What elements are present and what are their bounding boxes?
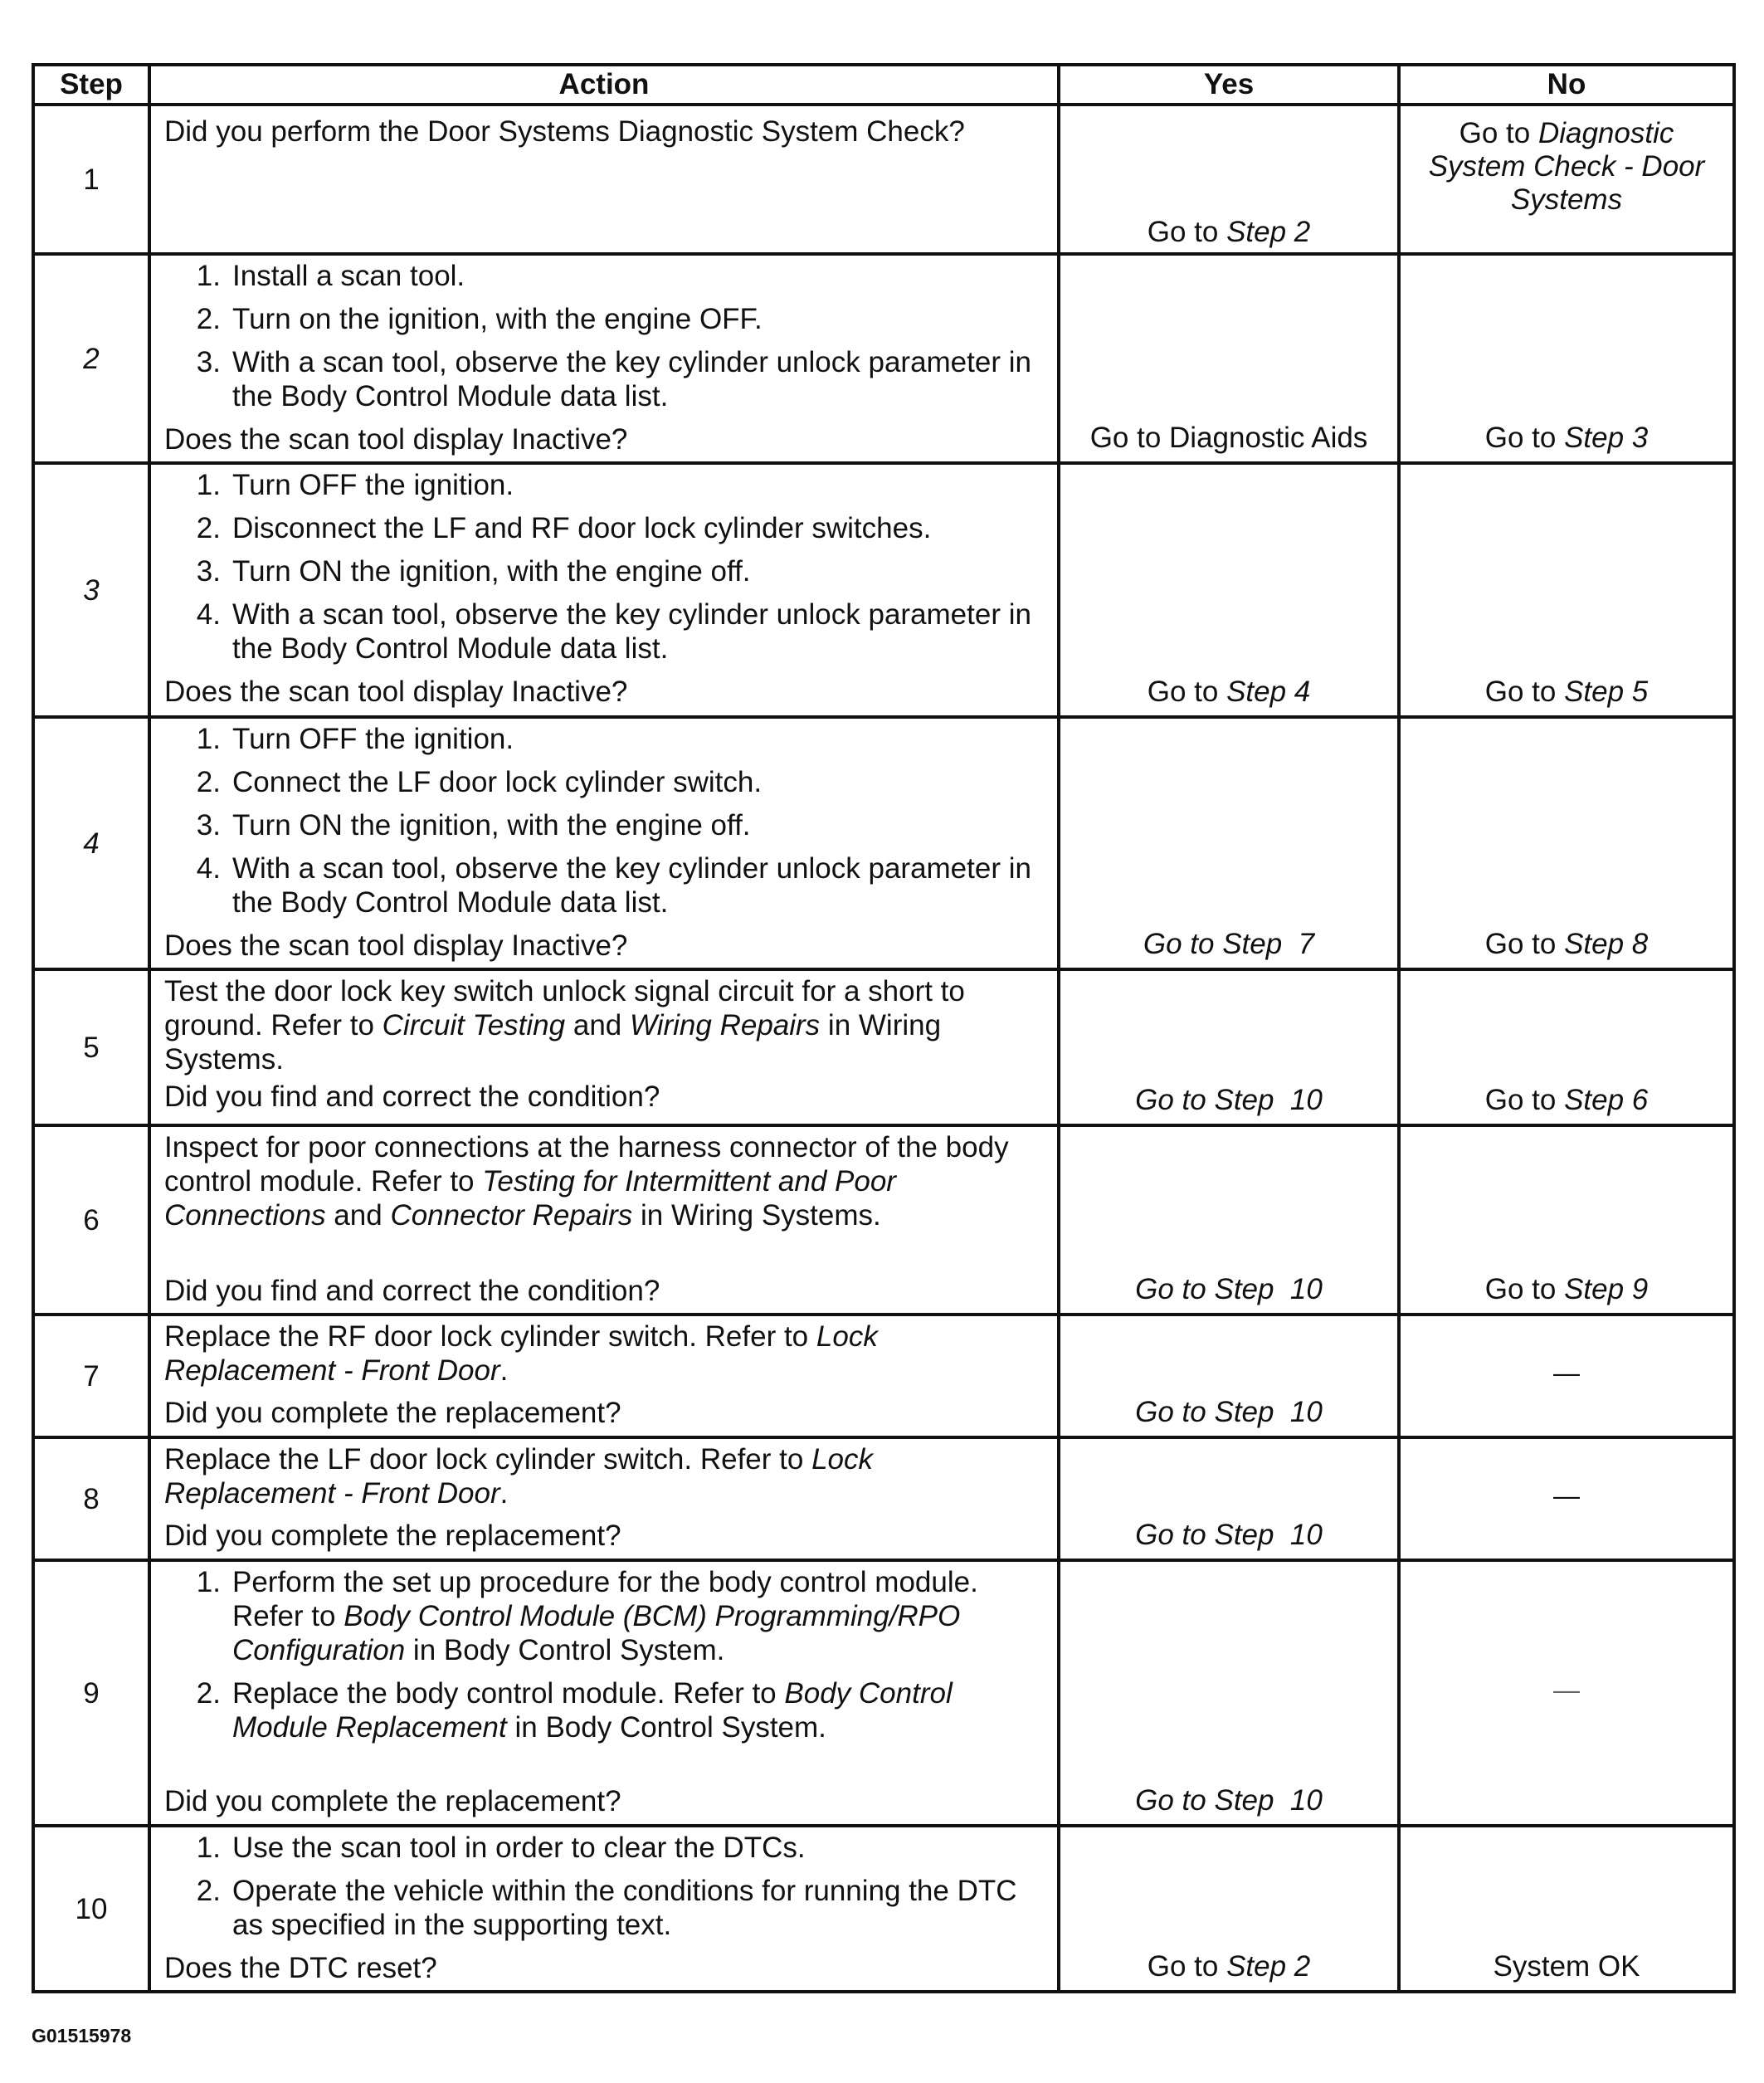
table-row (33, 463, 1734, 717)
list-item: 2. Disconnect the LF and RF door lock cylinder switches. (196, 512, 932, 544)
yes-cell (1059, 1315, 1399, 1437)
no-text: Go to (1459, 117, 1538, 149)
header-row (33, 65, 1734, 105)
list-item: 1. Install a scan tool. (196, 260, 465, 292)
step-number: 1 (33, 105, 149, 254)
substep-list (164, 1831, 1045, 1942)
step-number: 7 (33, 1315, 149, 1437)
substep-list (164, 468, 1045, 666)
action-cell (149, 969, 1059, 1125)
no-text: Go to (1484, 422, 1565, 454)
action-text: Inspect for poor connections at the harness connector of the body control module. Refer to Testing for Intermittent and Poor Connections and Connector Repairs in Wiring Systems. (164, 1131, 1009, 1232)
no-cell (1399, 463, 1734, 717)
yes-cell (1059, 463, 1399, 717)
diagnostic-table (32, 63, 1736, 1993)
figure-id: G01515978 (32, 2025, 132, 2046)
header-yes: Yes (1059, 65, 1399, 105)
no-link: Step 9 (1564, 1273, 1649, 1305)
substep-list (164, 722, 1045, 920)
yes-cell (1059, 717, 1399, 969)
yes-link: Go to Step 7 (1143, 928, 1315, 960)
action-cell (149, 1125, 1059, 1315)
question-text: Does the DTC reset? (164, 1952, 437, 1984)
list-item: 3. Turn ON the ignition, with the engine off. (196, 555, 751, 588)
no-dash: — (1553, 1480, 1580, 1510)
yes-link: Go to Step 10 (1135, 1519, 1323, 1551)
list-item: 2. Turn on the ignition, with the engine OFF. (196, 303, 763, 335)
yes-text: Go to (1147, 1950, 1227, 1983)
list-item: 2. Connect the LF door lock cylinder switch. (196, 766, 763, 798)
action-text: Did you perform the Door Systems Diagnostic System Check? (164, 115, 965, 148)
yes-text: Go to (1147, 216, 1227, 248)
no-link: Step 8 (1564, 928, 1649, 960)
yes-cell (1059, 1826, 1399, 1992)
step-number: 2 (33, 254, 149, 463)
yes-cell (1059, 969, 1399, 1125)
list-item: 1. Use the scan tool in order to clear the DTCs. (196, 1832, 806, 1864)
yes-cell (1059, 105, 1399, 254)
no-cell (1399, 1826, 1734, 1992)
table-row (33, 717, 1734, 969)
no-cell (1399, 1437, 1734, 1560)
no-cell (1399, 1315, 1734, 1437)
question-text: Does the scan tool display Inactive? (164, 929, 628, 962)
yes-cell (1059, 254, 1399, 463)
action-cell (149, 463, 1059, 717)
step-number: 8 (33, 1437, 149, 1560)
action-cell (149, 717, 1059, 969)
no-cell (1399, 1560, 1734, 1826)
step-number: 4 (33, 717, 149, 969)
yes-link: Go to Step 10 (1135, 1396, 1323, 1428)
table-row (33, 105, 1734, 254)
no-link: Step 3 (1564, 422, 1649, 454)
step-number: 5 (33, 969, 149, 1125)
list-item: 3. Turn ON the ignition, with the engine off. (196, 809, 751, 841)
no-text: Go to (1484, 1273, 1565, 1305)
no-cell (1399, 254, 1734, 463)
action-cell (149, 1826, 1059, 1992)
yes-cell (1059, 1437, 1399, 1560)
step-number: 3 (33, 463, 149, 717)
question-text: Did you complete the replacement? (164, 1785, 621, 1817)
action-text: Test the door lock key switch unlock signal circuit for a short to ground. Refer to Circuit Testing and Wiring Repairs in Wiring Systems. (164, 975, 965, 1076)
yes-text: Go to (1147, 676, 1227, 708)
header-no: No (1399, 65, 1734, 105)
action-cell (149, 254, 1059, 463)
header-step: Step (33, 65, 149, 105)
action-text: Replace the RF door lock cylinder switch. Refer to Lock Replacement - Front Door. (164, 1320, 878, 1387)
no-cell (1399, 105, 1734, 254)
header-action: Action (149, 65, 1059, 105)
yes-link: Step 4 (1226, 676, 1311, 708)
no-link: Step 6 (1564, 1084, 1649, 1116)
substep-list (164, 1565, 1045, 1744)
no-dash: — (1553, 1357, 1580, 1388)
list-item: 4. With a scan tool, observe the key cylinder unlock parameter in the Body Control Module data list. (196, 852, 1031, 919)
action-cell (149, 1560, 1059, 1826)
yes-link: Go to Step 10 (1135, 1084, 1323, 1116)
list-item: 1. Turn OFF the ignition. (196, 723, 514, 755)
question-text: Did you complete the replacement? (164, 1520, 621, 1552)
yes-cell (1059, 1125, 1399, 1315)
no-text: System OK (1493, 1950, 1640, 1983)
yes-text: Go to Diagnostic Aids (1089, 422, 1368, 454)
no-cell (1399, 717, 1734, 969)
action-cell (149, 1437, 1059, 1560)
no-cell (1399, 1125, 1734, 1315)
list-item: 2. Operate the vehicle within the conditions for running the DTC as specified in the supporting text. (196, 1875, 1017, 1941)
yes-link: Step 2 (1226, 216, 1311, 248)
table-row (33, 1560, 1734, 1826)
substep-list (164, 259, 1045, 413)
action-text: Replace the LF door lock cylinder switch. Refer to Lock Replacement - Front Door. (164, 1443, 874, 1510)
question-text: Did you complete the replacement? (164, 1397, 621, 1429)
action-cell (149, 105, 1059, 254)
no-link: Step 5 (1564, 676, 1649, 708)
list-item: 1. Turn OFF the ignition. (196, 469, 514, 501)
table-row (33, 254, 1734, 463)
list-item: 4. With a scan tool, observe the key cylinder unlock parameter in the Body Control Module data list. (196, 598, 1031, 665)
no-text: Go to (1484, 676, 1565, 708)
no-text: Go to (1484, 1084, 1565, 1116)
table-row (33, 1437, 1734, 1560)
table-row (33, 1826, 1734, 1992)
step-number: 6 (33, 1125, 149, 1315)
no-cell (1399, 969, 1734, 1125)
question-text: Does the scan tool display Inactive? (164, 676, 628, 708)
no-text: Go to (1484, 928, 1565, 960)
question-text: Does the scan tool display Inactive? (164, 423, 628, 456)
yes-link: Step 2 (1226, 1950, 1311, 1983)
table-row (33, 1125, 1734, 1315)
yes-link: Go to Step 10 (1135, 1273, 1323, 1305)
list-item: 1. Perform the set up procedure for the body control module. Refer to Body Control Module (BCM) Programming/RPO Configuration in Body Control System. (196, 1566, 978, 1666)
no-link: Diagnostic System Check - Door Systems (1428, 117, 1705, 216)
yes-cell (1059, 1560, 1399, 1826)
list-item: 2. Replace the body control module. Refer to Body Control Module Replacement in Body Control System. (196, 1677, 953, 1744)
action-cell (149, 1315, 1059, 1437)
list-item: 3. With a scan tool, observe the key cylinder unlock parameter in the Body Control Module data list. (196, 346, 1031, 412)
table-row (33, 1315, 1734, 1437)
step-number: 10 (33, 1826, 149, 1992)
yes-link: Go to Step 10 (1135, 1784, 1323, 1817)
table-row (33, 969, 1734, 1125)
question-text: Did you find and correct the condition? (164, 1275, 660, 1307)
step-number: 9 (33, 1560, 149, 1826)
no-dash: — (1553, 1674, 1580, 1705)
question-text: Did you find and correct the condition? (164, 1081, 660, 1113)
